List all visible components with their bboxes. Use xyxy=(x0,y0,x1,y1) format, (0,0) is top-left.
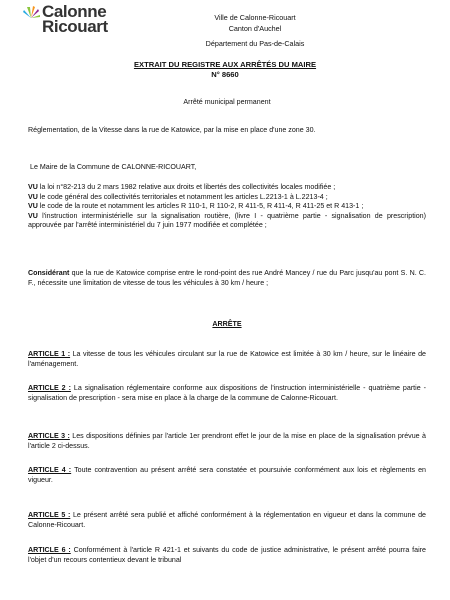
article-text: Conformément à l'article R 421-1 et suivants du code de justice administrative, le présent arrêté pourra faire l'objet d'un recours contentieux devant le tribunal xyxy=(28,546,426,564)
article-text: Le présent arrêté sera publié et affiché conformément à la réglementation en vigueur et dans la commune de Calonne-Ricouart. xyxy=(28,511,426,529)
vu-item: VU la loi n°82-213 du 2 mars 1982 relative aux droits et libertés des collectivités locales modifiée ; xyxy=(28,183,336,191)
article-text: Toute contravention au présent arrêté sera constatée et poursuivie conformément aux lois et règlements en vigueur. xyxy=(28,466,426,484)
article-1 xyxy=(28,350,426,369)
article-label: ARTICLE 4 : xyxy=(28,466,72,474)
article-label: ARTICLE 5 : xyxy=(28,511,71,519)
article-text: Les dispositions définies par l'article 1er prendront effet le jour de la mise en place de la signalisation prévue à l'article 2 ci-dessus. xyxy=(28,432,426,450)
article-6 xyxy=(28,546,426,565)
considerant-text: que la rue de Katowice comprise entre le rond-point des rue André Mancey / rue du Parc jusqu'au pont S. N. C. F., nécessite une limitation de vitesse de tous les véhicules à 30 km / heure ; xyxy=(28,269,426,287)
vu-item: VU le code de la route et notamment les articles R 110-1, R 110-2, R 411-5, R 411-4, R 411-25 et R 413-1 ; xyxy=(28,202,364,211)
arrete-heading: ARRÊTE xyxy=(212,320,242,328)
title-registre: EXTRAIT DU REGISTRE AUX ARRÊTÉS DU MAIRE xyxy=(133,60,317,69)
ville-line: Ville de Calonne-Ricouart xyxy=(214,13,296,22)
vu-block xyxy=(28,183,426,231)
maire-line: Le Maire de la Commune de CALONNE-RICOUART, xyxy=(30,163,197,171)
arrete-number: N° 8660 xyxy=(211,70,239,79)
article-text: La signalisation réglementaire conforme aux dispositions de l'instruction interministérielle - quatrième partie - signalisation de prescription - sera mise en place à la charge de la commune de Calonne-Ricouart. xyxy=(28,384,426,402)
objet-paragraph: Réglementation, de la Vitesse dans la rue de Katowice, par la mise en place d'une zone 30. xyxy=(28,126,316,134)
logo-line-2: Ricouart xyxy=(42,17,108,36)
article-label: ARTICLE 2 : xyxy=(28,384,71,392)
arrete-type: Arrêté municipal permanent xyxy=(183,98,271,106)
article-5 xyxy=(28,511,426,530)
article-label: ARTICLE 6 : xyxy=(28,546,71,554)
canton-line: Canton d'Auchel xyxy=(228,24,282,33)
document-header xyxy=(0,12,450,49)
departement-line: Département du Pas-de-Calais xyxy=(205,39,305,48)
considerant-label: Considérant xyxy=(28,269,70,277)
article-4 xyxy=(28,466,426,485)
article-label: ARTICLE 1 : xyxy=(28,350,71,358)
vu-item: VU l'instruction interministérielle sur la signalisation routière, (livre I - quatrième partie - signalisation de prescription) approuvée par l'arrêté interministériel du 7 juin 1977 modifiée et complétée ; xyxy=(28,211,426,230)
document-title xyxy=(0,60,450,80)
logo-line-1: Calonne xyxy=(42,2,107,21)
article-3 xyxy=(28,432,426,451)
considerant-paragraph xyxy=(28,269,426,288)
article-2 xyxy=(28,384,426,403)
article-label: ARTICLE 3 : xyxy=(28,432,70,440)
article-text: La vitesse de tous les véhicules circulant sur la rue de Katowice est limitée à 30 km / heure, sur le linéaire de l'aménagement. xyxy=(28,350,426,368)
vu-item: VU le code général des collectivités territoriales et notamment les articles L.2213-1 à L.2213-4 ; xyxy=(28,192,328,201)
